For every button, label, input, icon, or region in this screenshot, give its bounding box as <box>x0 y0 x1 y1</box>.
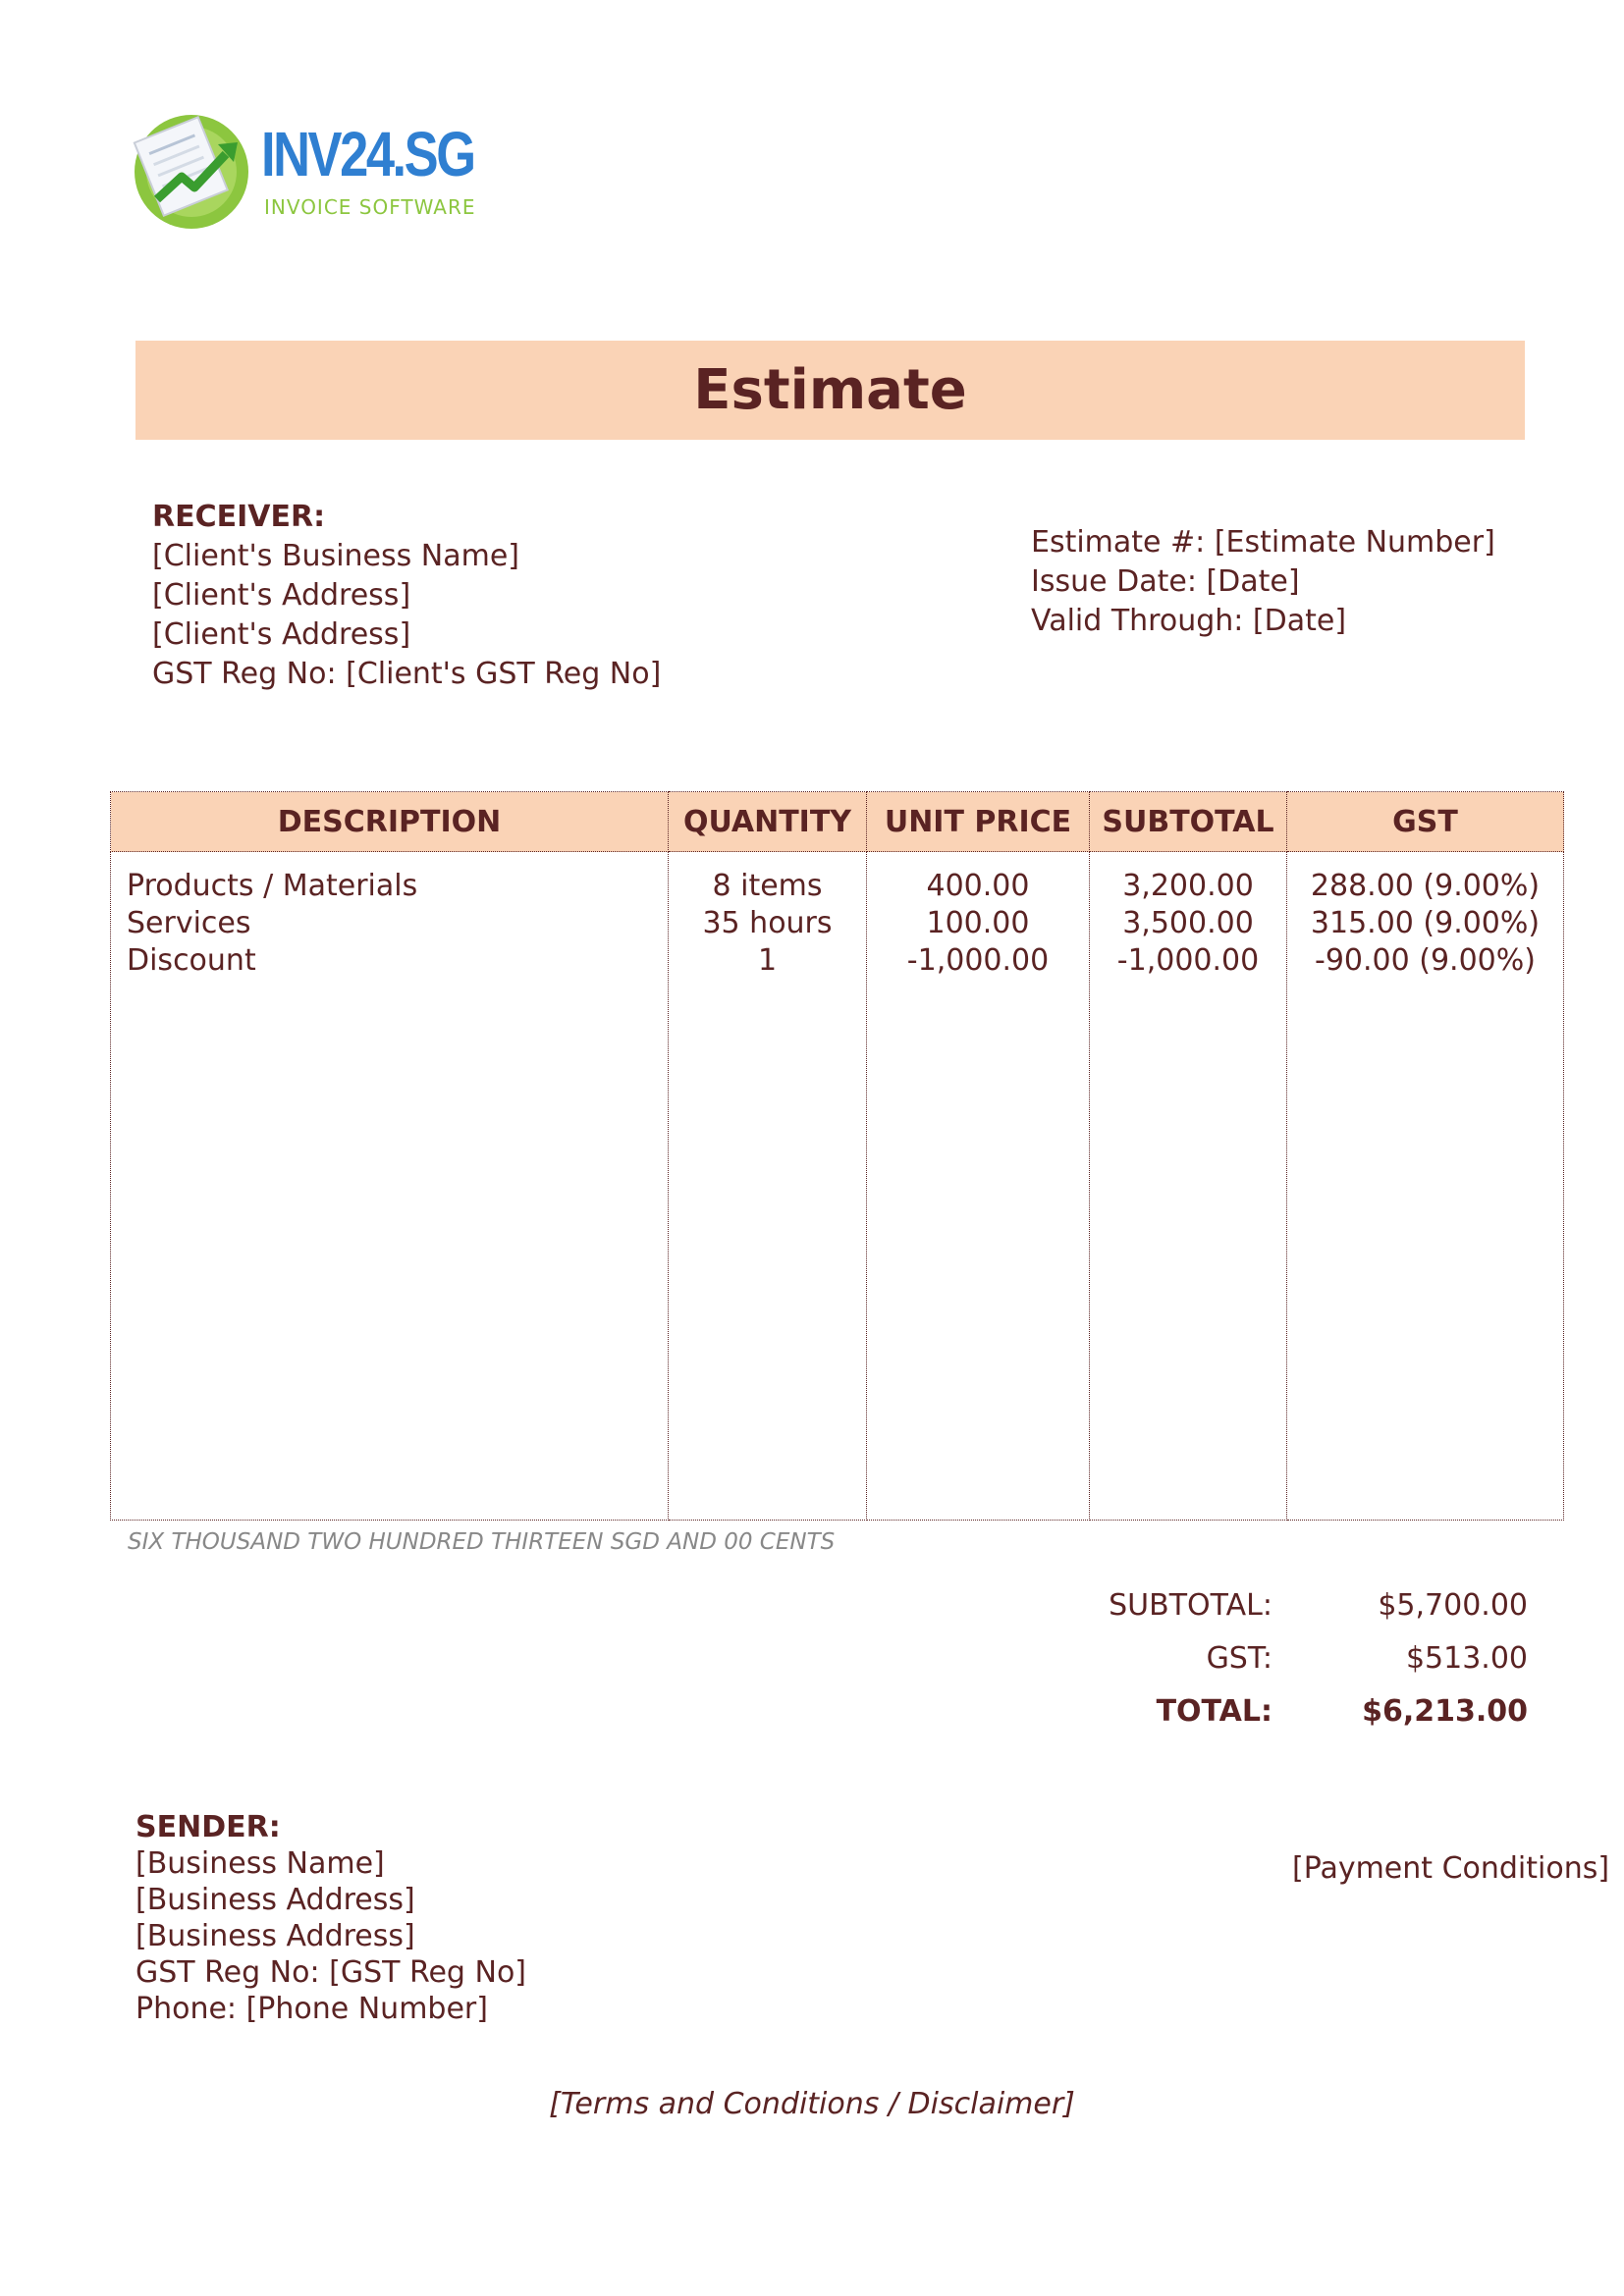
items-table <box>110 791 1564 1521</box>
logo-emblem-icon <box>128 103 265 240</box>
estimate-meta <box>1031 523 1495 641</box>
sender-heading: SENDER: <box>135 1810 281 1844</box>
logo-subtitle: INVOICE SOFTWARE <box>264 195 476 219</box>
receiver-heading: RECEIVER: <box>152 500 326 534</box>
table-header-row <box>111 792 1564 852</box>
valid-through: Valid Through: [Date] <box>1031 604 1347 638</box>
table-cell-quantity: 8 items <box>712 869 823 903</box>
terms-disclaimer: [Terms and Conditions / Disclaimer] <box>549 2087 1075 2121</box>
sender-phone: Phone: [Phone Number] <box>135 1992 488 2026</box>
document-title: Estimate <box>693 358 967 422</box>
gst-row <box>1031 1641 1528 1694</box>
gst-label: GST: <box>1206 1641 1272 1676</box>
totals-block <box>1031 1588 1528 1747</box>
logo-title: INV24.SG <box>261 119 474 189</box>
table-cell-description: Discount <box>127 943 256 978</box>
company-logo <box>128 103 520 240</box>
sender-block <box>135 1809 526 2027</box>
table-cell-gst: 315.00 (9.00%) <box>1310 906 1541 940</box>
header-quantity: QUANTITY <box>669 792 867 852</box>
table-cell-unit-price: 400.00 <box>926 869 1030 903</box>
total-value: $6,213.00 <box>1362 1694 1528 1729</box>
table-cell-quantity: 1 <box>757 943 778 978</box>
receiver-address-line-2: [Client's Address] <box>152 617 411 652</box>
issue-date: Issue Date: [Date] <box>1031 564 1300 599</box>
payment-conditions: [Payment Conditions] <box>1292 1851 1610 1886</box>
header-gst: GST <box>1287 792 1564 852</box>
subtotal-value: $5,700.00 <box>1378 1588 1528 1623</box>
table-cell-description: Products / Materials <box>127 869 418 903</box>
table-cell-subtotal: 3,500.00 <box>1122 906 1254 940</box>
quantity-column <box>669 852 867 1521</box>
table-cell-gst: 288.00 (9.00%) <box>1310 869 1541 903</box>
header-unit-price: UNIT PRICE <box>867 792 1090 852</box>
subtotal-column <box>1090 852 1287 1521</box>
sender-gst-reg: GST Reg No: [GST Reg No] <box>135 1955 527 1990</box>
gst-column <box>1287 852 1564 1521</box>
table-cell-quantity: 35 hours <box>702 906 833 940</box>
table-cell-subtotal: 3,200.00 <box>1122 869 1254 903</box>
unit-price-column <box>867 852 1090 1521</box>
receiver-business-name: [Client's Business Name] <box>152 539 520 573</box>
subtotal-row <box>1031 1588 1528 1641</box>
sender-business-name: [Business Name] <box>135 1846 385 1881</box>
total-row <box>1031 1694 1528 1747</box>
header-subtotal: SUBTOTAL <box>1090 792 1287 852</box>
table-cell-unit-price: 100.00 <box>926 906 1030 940</box>
amount-in-words: SIX THOUSAND TWO HUNDRED THIRTEEN SGD AND 00 CENTS <box>128 1529 836 1555</box>
sender-address-line-1: [Business Address] <box>135 1883 415 1917</box>
table-cell-gst: -90.00 (9.00%) <box>1315 943 1536 978</box>
description-column <box>111 852 669 1521</box>
subtotal-label: SUBTOTAL: <box>1109 1588 1272 1623</box>
gst-value: $513.00 <box>1405 1641 1528 1676</box>
sender-address-line-2: [Business Address] <box>135 1919 415 1953</box>
receiver-block <box>152 498 661 694</box>
table-body-row <box>111 852 1564 1521</box>
receiver-address-line-1: [Client's Address] <box>152 578 411 613</box>
total-label: TOTAL: <box>1156 1694 1272 1729</box>
estimate-number: Estimate #: [Estimate Number] <box>1031 525 1495 560</box>
table-cell-subtotal: -1,000.00 <box>1116 943 1260 978</box>
table-cell-unit-price: -1,000.00 <box>906 943 1050 978</box>
table-cell-description: Services <box>127 906 251 940</box>
title-banner <box>135 341 1525 440</box>
header-description: DESCRIPTION <box>111 792 669 852</box>
receiver-gst-reg: GST Reg No: [Client's GST Reg No] <box>152 657 662 691</box>
